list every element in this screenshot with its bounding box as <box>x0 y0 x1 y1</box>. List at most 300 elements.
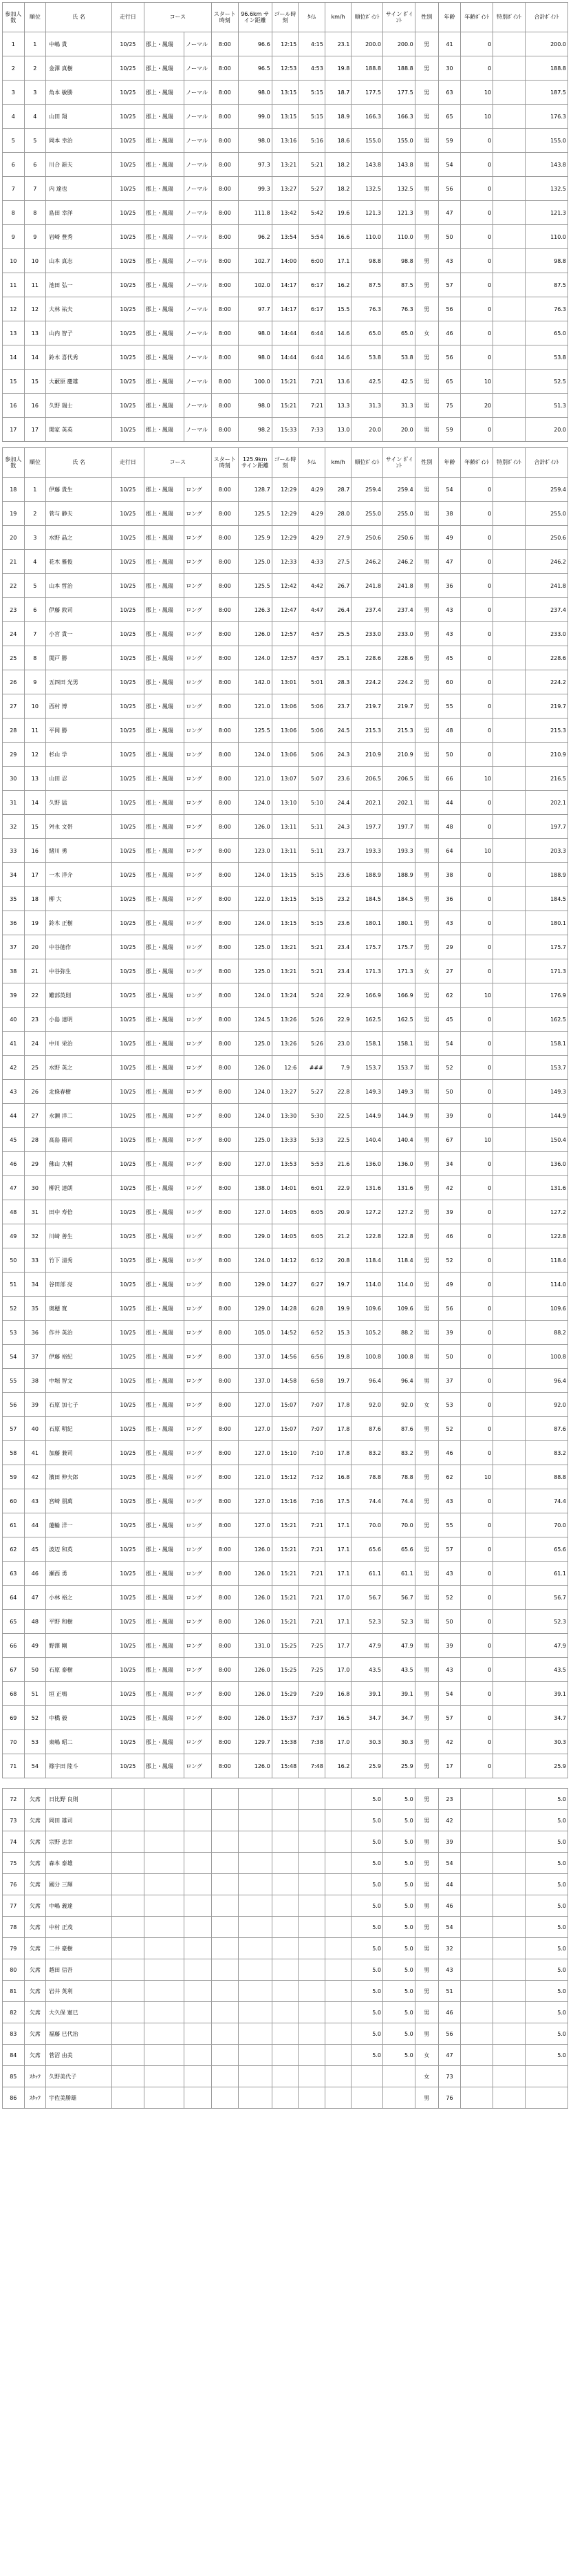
table-row <box>3 1706 568 1730</box>
elapsed-time-cell: 7:21 <box>299 1586 325 1610</box>
rank-cell: 53 <box>24 1730 46 1754</box>
course-type-cell: ロング <box>184 1176 212 1200</box>
table-row <box>3 863 568 887</box>
sign-points-cell: 5.0 <box>382 1981 415 2002</box>
name-cell: 水野 英之 <box>46 1056 112 1080</box>
total-points-cell: 56.7 <box>525 1586 567 1610</box>
start-time-cell: 8:00 <box>211 598 238 622</box>
sign-distance-cell: 125.0 <box>238 959 272 983</box>
start-time-cell: 8:00 <box>211 1297 238 1321</box>
total-points-cell: 52.5 <box>525 370 567 394</box>
elapsed-time-cell <box>299 1938 325 1959</box>
run-date-cell <box>112 1895 144 1917</box>
rank-points-cell: 78.8 <box>352 1465 383 1489</box>
elapsed-time-cell: 5:07 <box>299 767 325 791</box>
participant-no-cell: 60 <box>3 1489 25 1513</box>
gender-cell: 男 <box>415 622 438 646</box>
age-points-cell: 0 <box>461 1008 493 1032</box>
sign-points-cell: 92.0 <box>382 1393 415 1417</box>
name-cell: 関家 英英 <box>46 418 112 442</box>
participant-no-cell: 38 <box>3 959 25 983</box>
header-course: コース <box>144 3 211 32</box>
elapsed-time-cell <box>299 1981 325 2002</box>
speed-cell: 23.2 <box>325 887 352 911</box>
gender-cell: 男 <box>415 370 438 394</box>
gender-cell: 男 <box>415 863 438 887</box>
rank-points-cell: 250.6 <box>352 526 383 550</box>
course-area-cell <box>144 1874 184 1895</box>
total-points-cell: 118.4 <box>525 1248 567 1273</box>
rank-points-cell: 5.0 <box>352 2002 383 2023</box>
gender-cell: 女 <box>415 321 438 345</box>
course-type-cell <box>184 2087 212 2109</box>
speed-cell: 13.3 <box>325 394 352 418</box>
sign-distance-cell: 125.0 <box>238 935 272 959</box>
gender-cell: 男 <box>415 1853 438 1874</box>
run-date-cell <box>112 1874 144 1895</box>
rank-cell: 36 <box>24 1321 46 1345</box>
elapsed-time-cell: 5:15 <box>299 81 325 105</box>
course-area-cell: 郡上・鳳瑞 <box>144 502 184 526</box>
gender-cell: 男 <box>415 201 438 225</box>
special-points-cell <box>493 1853 526 1874</box>
elapsed-time-cell: 5:26 <box>299 1032 325 1056</box>
speed-cell: 28.0 <box>325 502 352 526</box>
name-cell: 花木 雅俊 <box>46 550 112 574</box>
sign-distance-cell: 129.7 <box>238 1730 272 1754</box>
participant-no-cell: 86 <box>3 2087 25 2109</box>
goal-time-cell: 13:30 <box>272 1104 299 1128</box>
speed-cell: 28.3 <box>325 670 352 694</box>
speed-cell: 17.1 <box>325 1537 352 1562</box>
special-points-cell <box>493 815 526 839</box>
name-cell: 緒川 勇 <box>46 839 112 863</box>
participant-no-cell: 42 <box>3 1056 25 1080</box>
gender-cell: 男 <box>415 1224 438 1248</box>
rank-points-cell: 5.0 <box>352 1959 383 1981</box>
course-type-cell: ロング <box>184 887 212 911</box>
rank-points-cell <box>352 2066 383 2087</box>
table-row <box>3 478 568 502</box>
speed-cell: 18.7 <box>325 81 352 105</box>
sign-points-cell: 5.0 <box>382 2002 415 2023</box>
run-date-cell: 10/25 <box>112 1513 144 1537</box>
sign-points-cell: 219.7 <box>382 694 415 718</box>
sign-distance-cell: 126.0 <box>238 815 272 839</box>
name-cell: 北條春樹 <box>46 1080 112 1104</box>
elapsed-time-cell <box>299 2002 325 2023</box>
start-time-cell: 8:00 <box>211 1537 238 1562</box>
run-date-cell: 10/25 <box>112 743 144 767</box>
run-date-cell: 10/25 <box>112 1537 144 1562</box>
gender-cell: 女 <box>415 959 438 983</box>
start-time-cell: 8:00 <box>211 887 238 911</box>
elapsed-time-cell: 4:33 <box>299 550 325 574</box>
course-area-cell: 郡上・鳳瑞 <box>144 1465 184 1489</box>
sign-points-cell: 5.0 <box>382 1789 415 1810</box>
name-cell: 中橋 毅 <box>46 1706 112 1730</box>
course-type-cell: ロング <box>184 622 212 646</box>
gender-cell: 男 <box>415 815 438 839</box>
sign-points-cell: 5.0 <box>382 2045 415 2066</box>
rank-points-cell: 76.3 <box>352 297 383 321</box>
sign-points-cell: 52.3 <box>382 1610 415 1634</box>
course-type-cell: ロング <box>184 1465 212 1489</box>
goal-time-cell: 15:48 <box>272 1754 299 1778</box>
age-cell: 54 <box>438 1917 461 1938</box>
name-cell: 菅沼 由美 <box>46 2045 112 2066</box>
elapsed-time-cell: 7:07 <box>299 1417 325 1441</box>
participant-no-cell: 45 <box>3 1128 25 1152</box>
speed-cell <box>325 1831 352 1853</box>
sign-distance-cell: 126.0 <box>238 1682 272 1706</box>
age-points-cell: 0 <box>461 502 493 526</box>
start-time-cell: 8:00 <box>211 1441 238 1465</box>
run-date-cell: 10/25 <box>112 345 144 370</box>
start-time-cell: 8:00 <box>211 418 238 442</box>
name-cell: 柳沢 達朗 <box>46 1176 112 1200</box>
rank-points-cell: 184.5 <box>352 887 383 911</box>
elapsed-time-cell <box>299 1810 325 1831</box>
age-points-cell: 0 <box>461 646 493 670</box>
elapsed-time-cell: 7:25 <box>299 1634 325 1658</box>
total-points-cell: 61.1 <box>525 1562 567 1586</box>
rank-cell: 17 <box>24 863 46 887</box>
participant-no-cell: 46 <box>3 1152 25 1176</box>
course-area-cell: 郡上・鳳瑞 <box>144 743 184 767</box>
run-date-cell: 10/25 <box>112 1297 144 1321</box>
speed-cell: 19.7 <box>325 1273 352 1297</box>
goal-time-cell: 13:53 <box>272 1152 299 1176</box>
total-points-cell: 5.0 <box>525 2002 567 2023</box>
rank-cell: 欠席 <box>24 1917 46 1938</box>
goal-time-cell: 13:21 <box>272 153 299 177</box>
goal-time-cell: 14:44 <box>272 321 299 345</box>
elapsed-time-cell: 5:11 <box>299 839 325 863</box>
elapsed-time-cell: 4:42 <box>299 574 325 598</box>
rank-cell: 48 <box>24 1610 46 1634</box>
rank-cell: 37 <box>24 1345 46 1369</box>
special-points-cell <box>493 1874 526 1895</box>
participant-no-cell: 11 <box>3 273 25 297</box>
start-time-cell: 8:00 <box>211 815 238 839</box>
sign-points-cell: 65.6 <box>382 1537 415 1562</box>
rank-cell: 14 <box>24 345 46 370</box>
table-row <box>3 81 568 105</box>
age-points-cell <box>461 1874 493 1895</box>
course-area-cell: 郡上・鳳瑞 <box>144 1104 184 1128</box>
elapsed-time-cell <box>299 1789 325 1810</box>
sign-points-cell: 53.8 <box>382 345 415 370</box>
name-cell: 川﨑 善生 <box>46 1224 112 1248</box>
rank-points-cell: 56.7 <box>352 1586 383 1610</box>
run-date-cell: 10/25 <box>112 718 144 743</box>
start-time-cell: 8:00 <box>211 646 238 670</box>
goal-time-cell: 15:16 <box>272 1489 299 1513</box>
course-area-cell: 郡上・鳳瑞 <box>144 1297 184 1321</box>
gender-cell: 男 <box>415 670 438 694</box>
gender-cell: 男 <box>415 767 438 791</box>
speed-cell: 15.5 <box>325 297 352 321</box>
special-points-cell <box>493 1959 526 1981</box>
table-row <box>3 1369 568 1393</box>
special-points-cell <box>493 863 526 887</box>
name-cell: 宮崎 朋萬 <box>46 1489 112 1513</box>
speed-cell <box>325 1789 352 1810</box>
table-row <box>3 2045 568 2066</box>
start-time-cell: 8:00 <box>211 863 238 887</box>
name-cell: 平岡 勝 <box>46 718 112 743</box>
rank-cell: 13 <box>24 767 46 791</box>
header-age: 年齢 <box>438 448 461 478</box>
speed-cell: 17.1 <box>325 249 352 273</box>
rank-points-cell: 180.1 <box>352 911 383 935</box>
elapsed-time-cell <box>299 2045 325 2066</box>
course-type-cell: ロング <box>184 478 212 502</box>
start-time-cell: 8:00 <box>211 959 238 983</box>
course-area-cell: 郡上・鳳瑞 <box>144 1128 184 1152</box>
run-date-cell: 10/25 <box>112 935 144 959</box>
special-points-cell <box>493 1128 526 1152</box>
age-cell: 43 <box>438 1562 461 1586</box>
age-points-cell: 0 <box>461 526 493 550</box>
elapsed-time-cell: 7:10 <box>299 1441 325 1465</box>
name-cell: 池田 弘一 <box>46 273 112 297</box>
run-date-cell: 10/25 <box>112 1610 144 1634</box>
speed-cell: 24.3 <box>325 743 352 767</box>
rank-points-cell: 92.0 <box>352 1393 383 1417</box>
name-cell: 久野美代子 <box>46 2066 112 2087</box>
course-area-cell <box>144 2023 184 2045</box>
course-area-cell: 郡上・鳳瑞 <box>144 935 184 959</box>
sign-points-cell: 100.8 <box>382 1345 415 1369</box>
total-points-cell: 65.0 <box>525 321 567 345</box>
name-cell: 岩崎 豊秀 <box>46 225 112 249</box>
course-type-cell: ロング <box>184 839 212 863</box>
speed-cell: 17.8 <box>325 1441 352 1465</box>
total-points-cell: 121.3 <box>525 201 567 225</box>
course-type-cell: ノーマル <box>184 201 212 225</box>
start-time-cell: 8:00 <box>211 153 238 177</box>
special-points-cell <box>493 153 526 177</box>
course-area-cell: 郡上・鳳瑞 <box>144 1200 184 1224</box>
table-row <box>3 105 568 129</box>
age-cell: 54 <box>438 1032 461 1056</box>
course-area-cell <box>144 1917 184 1938</box>
rank-points-cell: 5.0 <box>352 1981 383 2002</box>
speed-cell: 17.1 <box>325 1562 352 1586</box>
gender-cell: 男 <box>415 550 438 574</box>
special-points-cell <box>493 1810 526 1831</box>
gender-cell: 男 <box>415 1562 438 1586</box>
gender-cell: 男 <box>415 646 438 670</box>
course-area-cell: 郡上・鳳瑞 <box>144 1682 184 1706</box>
special-points-cell <box>493 1730 526 1754</box>
total-points-cell: 143.8 <box>525 153 567 177</box>
total-points-cell: 162.5 <box>525 1008 567 1032</box>
course-type-cell: ロング <box>184 1224 212 1248</box>
rank-points-cell: 70.0 <box>352 1513 383 1537</box>
rank-points-cell: 42.5 <box>352 370 383 394</box>
speed-cell: 22.5 <box>325 1128 352 1152</box>
goal-time-cell: 12:42 <box>272 574 299 598</box>
special-points-cell <box>493 249 526 273</box>
gender-cell: 男 <box>415 935 438 959</box>
sign-distance-cell: 129.0 <box>238 1297 272 1321</box>
age-cell: 46 <box>438 321 461 345</box>
start-time-cell: 8:00 <box>211 1273 238 1297</box>
participant-no-cell: 19 <box>3 502 25 526</box>
special-points-cell <box>493 1562 526 1586</box>
participant-no-cell: 27 <box>3 694 25 718</box>
name-cell: 作井 英治 <box>46 1321 112 1345</box>
header-start-time: スタート時刻 <box>211 3 238 32</box>
name-cell: 中嶋 義達 <box>46 1895 112 1917</box>
elapsed-time-cell: 5:15 <box>299 911 325 935</box>
elapsed-time-cell <box>299 2066 325 2087</box>
speed-cell: 18.6 <box>325 129 352 153</box>
course-type-cell: ロング <box>184 1369 212 1393</box>
name-cell: 大藪原 慶雄 <box>46 370 112 394</box>
start-time-cell: 8:00 <box>211 1176 238 1200</box>
total-points-cell: 131.6 <box>525 1176 567 1200</box>
age-points-cell: 0 <box>461 478 493 502</box>
name-cell: 日比野 良則 <box>46 1789 112 1810</box>
name-cell: 中谷弥生 <box>46 959 112 983</box>
name-cell: 中村 正茂 <box>46 1917 112 1938</box>
gender-cell: 男 <box>415 1895 438 1917</box>
sign-points-cell: 5.0 <box>382 1874 415 1895</box>
total-points-cell: 233.0 <box>525 622 567 646</box>
run-date-cell <box>112 1853 144 1874</box>
total-points-cell: 136.0 <box>525 1152 567 1176</box>
age-points-cell: 0 <box>461 815 493 839</box>
age-cell: 23 <box>438 1789 461 1810</box>
goal-time-cell <box>272 1917 299 1938</box>
table-row <box>3 767 568 791</box>
course-area-cell: 郡上・鳳瑞 <box>144 249 184 273</box>
age-cell: 50 <box>438 225 461 249</box>
age-cell: 55 <box>438 694 461 718</box>
start-time-cell: 8:00 <box>211 297 238 321</box>
course-type-cell: ロング <box>184 1610 212 1634</box>
age-points-cell: 10 <box>461 983 493 1008</box>
table-row <box>3 2023 568 2045</box>
special-points-cell <box>493 1224 526 1248</box>
gender-cell: 男 <box>415 502 438 526</box>
rank-points-cell: 5.0 <box>352 1895 383 1917</box>
elapsed-time-cell: 6:58 <box>299 1369 325 1393</box>
sign-distance-cell <box>238 1874 272 1895</box>
name-cell: 谷田部 亮 <box>46 1273 112 1297</box>
course-type-cell <box>184 1981 212 2002</box>
start-time-cell: 8:00 <box>211 32 238 56</box>
age-cell: 45 <box>438 1008 461 1032</box>
participant-no-cell: 1 <box>3 32 25 56</box>
run-date-cell: 10/25 <box>112 622 144 646</box>
table-row <box>3 56 568 81</box>
table-row <box>3 1831 568 1853</box>
run-date-cell: 10/25 <box>112 1128 144 1152</box>
speed-cell: 26.4 <box>325 598 352 622</box>
speed-cell: 17.0 <box>325 1586 352 1610</box>
course-type-cell: ノーマル <box>184 81 212 105</box>
participant-no-cell: 6 <box>3 153 25 177</box>
age-points-cell: 0 <box>461 1730 493 1754</box>
rank-points-cell: 166.9 <box>352 983 383 1008</box>
course-type-cell: ロング <box>184 863 212 887</box>
name-cell: 加藤 兼司 <box>46 1441 112 1465</box>
course-type-cell: ロング <box>184 1273 212 1297</box>
total-points-cell: 158.1 <box>525 1032 567 1056</box>
rank-cell: 42 <box>24 1465 46 1489</box>
age-points-cell: 0 <box>461 935 493 959</box>
gender-cell: 男 <box>415 273 438 297</box>
start-time-cell <box>211 1917 238 1938</box>
total-points-cell: 20.0 <box>525 418 567 442</box>
run-date-cell: 10/25 <box>112 1224 144 1248</box>
sign-distance-cell: 125.0 <box>238 1128 272 1152</box>
special-points-cell <box>493 1104 526 1128</box>
course-type-cell: ロング <box>184 1586 212 1610</box>
name-cell: 佛山 大輔 <box>46 1152 112 1176</box>
header-start-time: スタート時刻 <box>211 448 238 478</box>
rank-cell: 1 <box>24 478 46 502</box>
age-cell: 59 <box>438 418 461 442</box>
rank-points-cell: 206.5 <box>352 767 383 791</box>
elapsed-time-cell: 7:33 <box>299 418 325 442</box>
sign-points-cell: 118.4 <box>382 1248 415 1273</box>
sign-points-cell: 143.8 <box>382 153 415 177</box>
course-area-cell: 郡上・鳳瑞 <box>144 56 184 81</box>
rank-points-cell: 259.4 <box>352 478 383 502</box>
participant-no-cell: 44 <box>3 1104 25 1128</box>
sign-points-cell: 78.8 <box>382 1465 415 1489</box>
total-points-cell: 5.0 <box>525 1789 567 1810</box>
name-cell: 関戸 勝 <box>46 646 112 670</box>
age-cell: 75 <box>438 394 461 418</box>
sign-distance-cell: 127.0 <box>238 1200 272 1224</box>
rank-cell: 欠席 <box>24 1981 46 2002</box>
age-points-cell <box>461 1831 493 1853</box>
total-points-cell: 53.8 <box>525 345 567 370</box>
sign-points-cell: 215.3 <box>382 718 415 743</box>
participant-no-cell: 64 <box>3 1586 25 1610</box>
total-points-cell: 176.9 <box>525 983 567 1008</box>
sign-points-cell: 88.2 <box>382 1321 415 1345</box>
run-date-cell: 10/25 <box>112 153 144 177</box>
rank-cell: 9 <box>24 670 46 694</box>
speed-cell: 20.8 <box>325 1248 352 1273</box>
speed-cell: 13.6 <box>325 370 352 394</box>
age-points-cell: 0 <box>461 622 493 646</box>
course-area-cell: 郡上・鳳瑞 <box>144 1056 184 1080</box>
course-area-cell: 郡上・鳳瑞 <box>144 1393 184 1417</box>
course-type-cell: ノーマル <box>184 32 212 56</box>
participant-no-cell: 30 <box>3 767 25 791</box>
course-area-cell: 郡上・鳳瑞 <box>144 670 184 694</box>
name-cell: 岡本 幸治 <box>46 129 112 153</box>
name-cell: 山本 哲治 <box>46 574 112 598</box>
start-time-cell: 8:00 <box>211 1200 238 1224</box>
participant-no-cell: 71 <box>3 1754 25 1778</box>
speed-cell: 23.0 <box>325 1032 352 1056</box>
gender-cell: 男 <box>415 1080 438 1104</box>
run-date-cell <box>112 2087 144 2109</box>
run-date-cell: 10/25 <box>112 297 144 321</box>
age-points-cell: 0 <box>461 694 493 718</box>
participant-no-cell: 41 <box>3 1032 25 1056</box>
